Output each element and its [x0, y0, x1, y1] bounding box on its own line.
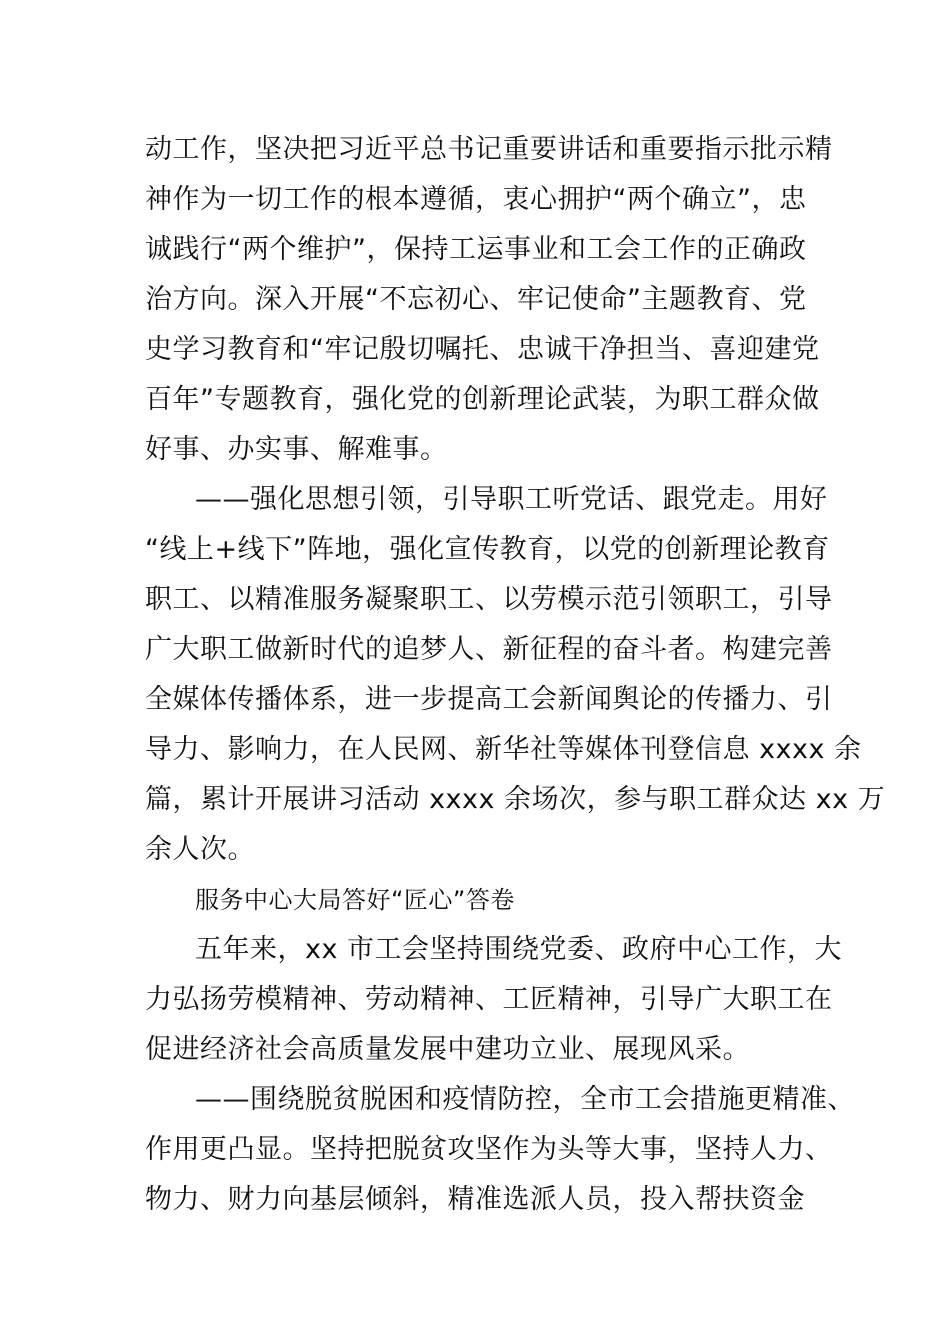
paragraph-line: 余人次。 — [145, 834, 255, 865]
section-heading: 服务中心大局答好“匠心”答卷 — [195, 886, 515, 914]
paragraph-line: 作用更凸显。坚持把脱贫攻坚作为头等大事，坚持人力、 — [145, 1134, 833, 1165]
paragraph-line: 动工作，坚决把习近平总书记重要讲话和重要指示批示精 — [145, 134, 833, 165]
paragraph-line: ——围绕脱贫脱困和疫情防控，全市工会措施更精准、 — [195, 1084, 855, 1115]
paragraph-line: 好事、办实事、解难事。 — [145, 434, 448, 465]
paragraph-line: “线上+线下”阵地，强化宣传教育，以党的创新理论教育 — [145, 534, 830, 565]
paragraph-line: 职工、以精准服务凝聚职工、以劳模示范引领职工，引导 — [145, 584, 833, 615]
paragraph-line: 百年”专题教育，强化党的创新理论武装，为职工群众做 — [145, 384, 820, 415]
paragraph-line: 五年来，xx 市工会坚持围绕党委、政府中心工作，大 — [195, 934, 843, 965]
paragraph-line: 物力、财力向基层倾斜，精准选派人员，投入帮扶资金 — [145, 1184, 805, 1215]
paragraph-line: 广大职工做新时代的追梦人、新征程的奋斗者。构建完善 — [145, 634, 833, 665]
paragraph-line: 诚践行“两个维护”，保持工运事业和工会工作的正确政 — [145, 234, 807, 265]
paragraph-line: 治方向。深入开展“不忘初心、牢记使命”主题教育、党 — [145, 284, 807, 315]
paragraph-line: 力弘扬劳模精神、劳动精神、工匠精神，引导广大职工在 — [145, 984, 833, 1015]
paragraph-line: 导力、影响力，在人民网、新华社等媒体刊登信息 xxxx 余 — [145, 734, 862, 765]
paragraph-line: 神作为一切工作的根本遵循，衷心拥护“两个确立”，忠 — [145, 184, 807, 215]
paragraph-line: 史学习教育和“牢记殷切嘱托、忠诚干净担当、喜迎建党 — [145, 334, 820, 365]
paragraph-line: 促进经济社会高质量发展中建功立业、展现风采。 — [145, 1034, 750, 1065]
paragraph-line: ——强化思想引领，引导职工听党话、跟党走。用好 — [195, 484, 828, 515]
paragraph-line: 全媒体传播体系，进一步提高工会新闻舆论的传播力、引 — [145, 684, 833, 715]
paragraph-line: 篇，累计开展讲习活动 xxxx 余场次，参与职工群众达 xx 万 — [145, 784, 886, 815]
